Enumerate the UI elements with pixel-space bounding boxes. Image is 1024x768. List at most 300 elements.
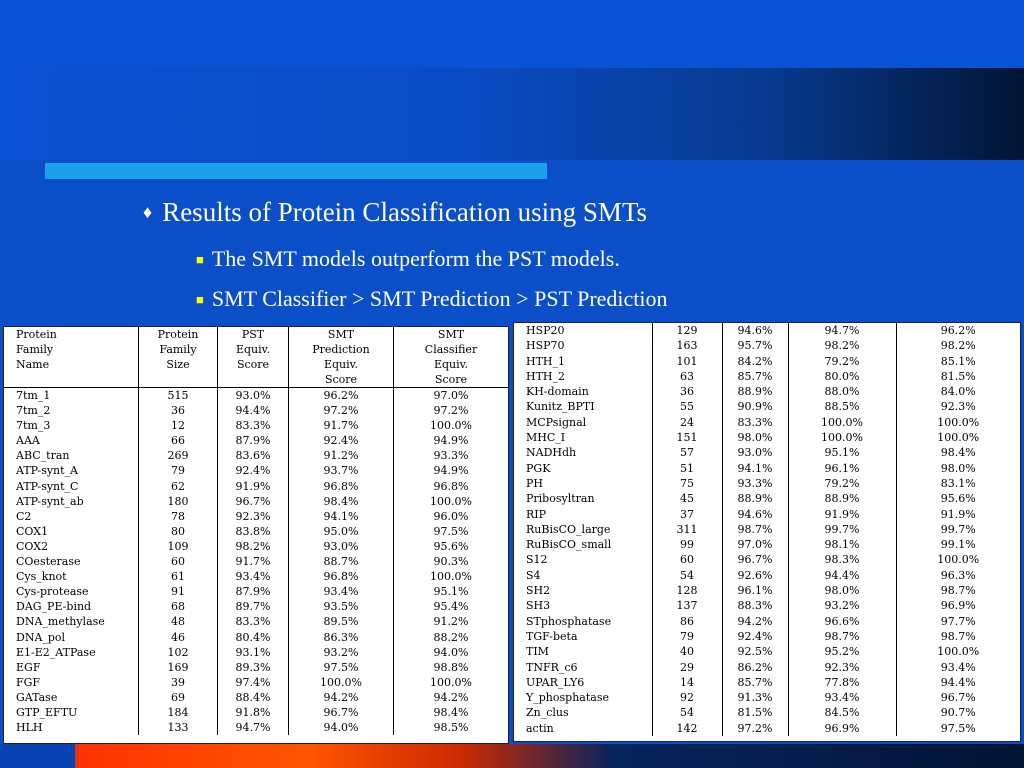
value-cell: 96.2% [289,388,394,404]
value-cell: 84.0% [940,385,976,399]
value-cell: 63 [652,369,722,384]
family-name-cell: FGF [4,675,139,690]
value-cell: 91.2% [289,448,394,463]
value-cell: 96.1% [788,461,896,476]
value-cell: 45 [652,491,722,506]
value-cell: 90.9% [722,399,788,414]
family-name-cell: TIM [514,644,652,659]
header-line: Classifier [424,343,478,356]
table-row [4,524,508,539]
family-name-cell: ABC_tran [4,448,139,463]
main-bullet [143,197,647,228]
family-name-cell: Kunitz_BPTI [514,399,652,414]
value-cell: 95.4% [433,600,469,614]
value-cell: 96.8% [289,569,394,584]
value-cell: 93.0% [218,388,289,404]
header-band-upper [0,0,1024,68]
value-cell: 36 [652,384,722,399]
table-row [4,720,508,735]
sub-bullet-1 [196,246,620,272]
accent-bar [45,163,547,179]
value-cell: 86.2% [722,660,788,675]
family-name-cell: SH3 [514,598,652,613]
value-cell: 94.2% [289,690,394,705]
value-cell: 95.6% [433,539,469,553]
table-row [514,583,1020,598]
value-cell: 94.7% [788,323,896,338]
value-cell: 66 [139,433,218,448]
value-cell: 83.3% [218,418,289,433]
table-row [4,660,508,675]
header-line: Score [324,373,358,386]
value-cell: 98.2% [218,539,289,554]
value-cell: 83.1% [940,476,976,490]
value-cell: 88.0% [788,384,896,399]
value-cell: 97.2% [433,404,469,418]
square-bullet-icon: ■ [196,252,204,267]
value-cell: 137 [652,598,722,613]
value-cell: 93.2% [788,598,896,613]
table-row [514,552,1020,567]
value-cell: 96.8% [289,479,394,494]
value-cell: 95.6% [940,492,976,506]
family-name-cell: S4 [514,568,652,583]
value-cell: 91.3% [722,690,788,705]
table-row [514,354,1020,369]
family-name-cell: MCPsignal [514,415,652,430]
table-row [514,660,1020,675]
value-cell: 61 [139,569,218,584]
table-row [514,705,1020,720]
table-row [514,323,1020,338]
value-cell: 79.2% [788,354,896,369]
table-row [514,690,1020,705]
value-cell: 12 [139,418,218,433]
value-cell: 55 [652,399,722,414]
value-cell: 98.5% [433,721,469,735]
value-cell: 94.2% [722,614,788,629]
value-cell: 91.9% [940,507,976,521]
value-cell: 91 [139,584,218,599]
value-cell: 92.3% [788,660,896,675]
header-line: Protein [157,328,199,341]
col-header-name [4,327,139,388]
table-row [514,399,1020,414]
table-row [4,705,508,720]
value-cell: 100.0% [937,431,980,445]
family-name-cell: 7tm_1 [4,388,139,404]
value-cell: 85.1% [940,354,976,368]
value-cell: 69 [139,690,218,705]
value-cell: 93.5% [289,599,394,614]
family-name-cell: S12 [514,552,652,567]
value-cell: 87.9% [218,584,289,599]
value-cell: 97.0% [722,537,788,552]
family-name-cell: PGK [514,461,652,476]
family-name-cell: ATP-synt_C [4,479,139,494]
value-cell: 100.0% [289,675,394,690]
table-row [4,509,508,524]
family-name-cell: 7tm_2 [4,403,139,418]
family-name-cell: GATase [4,690,139,705]
value-cell: 88.9% [788,491,896,506]
sub-bullet-text: The SMT models outperform the PST models. [211,246,620,271]
value-cell: 85.7% [722,675,788,690]
value-cell: 94.6% [722,323,788,338]
table-row [4,403,508,418]
value-cell: 93.4% [788,690,896,705]
value-cell: 84.2% [722,354,788,369]
table-header-row [4,327,508,388]
value-cell: 93.3% [433,449,469,463]
family-name-cell: DNA_pol [4,630,139,645]
family-name-cell: RuBisCO_small [514,537,652,552]
value-cell: 94.7% [218,720,289,735]
value-cell: 91.9% [788,507,896,522]
table-row [4,463,508,478]
value-cell: 89.5% [289,614,394,629]
value-cell: 311 [652,522,722,537]
value-cell: 97.5% [433,524,469,538]
table-row [514,445,1020,460]
value-cell: 92.4% [289,433,394,448]
table-row [4,690,508,705]
value-cell: 92.5% [722,644,788,659]
value-cell: 99.1% [940,538,976,552]
family-name-cell: KH-domain [514,384,652,399]
header-line: Equiv. [323,358,359,371]
value-cell: 96.6% [788,614,896,629]
value-cell: 88.5% [788,399,896,414]
value-cell: 88.3% [722,598,788,613]
value-cell: 97.4% [218,675,289,690]
table-row [514,644,1020,659]
table-row [514,338,1020,353]
value-cell: 96.7% [218,494,289,509]
value-cell: 96.8% [433,479,469,493]
main-bullet-text: Results of Protein Classification using SMTs [162,197,648,227]
value-cell: 99.7% [788,522,896,537]
value-cell: 96.7% [940,691,976,705]
value-cell: 92.4% [722,629,788,644]
table-row [514,415,1020,430]
table-row [4,388,508,404]
value-cell: 98.7% [940,584,976,598]
value-cell: 100.0% [430,494,472,508]
value-cell: 93.0% [289,539,394,554]
value-cell: 128 [652,583,722,598]
header-line: Score [236,358,270,371]
value-cell: 81.5% [940,369,976,383]
header-line: SMT [327,328,355,341]
value-cell: 40 [652,644,722,659]
value-cell: 79 [139,463,218,478]
value-cell: 92.3% [218,509,289,524]
value-cell: 269 [139,448,218,463]
family-name-cell: actin [514,721,652,736]
value-cell: 96.9% [940,599,976,613]
value-cell: 83.3% [218,614,289,629]
value-cell: 89.7% [218,599,289,614]
value-cell: 96.1% [722,583,788,598]
value-cell: 97.5% [289,660,394,675]
value-cell: 98.8% [433,660,469,674]
family-name-cell: UPAR_LY6 [514,675,652,690]
value-cell: 79.2% [788,476,896,491]
value-cell: 169 [139,660,218,675]
value-cell: 62 [139,479,218,494]
table-row [514,522,1020,537]
value-cell: 97.2% [289,403,394,418]
value-cell: 96.0% [433,509,469,523]
value-cell: 48 [139,614,218,629]
diamond-bullet-icon: ♦ [143,202,153,222]
value-cell: 75 [652,476,722,491]
family-name-cell: MHC_I [514,430,652,445]
value-cell: 90.3% [433,555,469,569]
value-cell: 91.7% [289,418,394,433]
value-cell: 80 [139,524,218,539]
value-cell: 100.0% [430,675,472,689]
family-name-cell: 7tm_3 [4,418,139,433]
value-cell: 60 [652,552,722,567]
value-cell: 102 [139,645,218,660]
value-cell: 24 [652,415,722,430]
value-cell: 93.1% [218,645,289,660]
table-row [4,675,508,690]
col-header-smt-prediction [289,327,394,388]
value-cell: 98.4% [940,446,976,460]
value-cell: 36 [139,403,218,418]
header-line: Prediction [312,343,370,356]
value-cell: 98.7% [940,629,976,643]
value-cell: 81.5% [722,705,788,720]
value-cell: 129 [652,323,722,338]
family-name-cell: RuBisCO_large [514,522,652,537]
table-row [4,433,508,448]
value-cell: 89.3% [218,660,289,675]
value-cell: 77.8% [788,675,896,690]
value-cell: 133 [139,720,218,735]
table-row [4,418,508,433]
value-cell: 94.9% [433,434,469,448]
value-cell: 79 [652,629,722,644]
results-table-left [3,326,509,744]
value-cell: 92.3% [940,400,976,414]
value-cell: 92.6% [722,568,788,583]
results-table-right [513,322,1021,742]
family-name-cell: TNFR_c6 [514,660,652,675]
family-name-cell: Cys-protease [4,584,139,599]
value-cell: 78 [139,509,218,524]
value-cell: 98.4% [433,705,469,719]
value-cell: 88.9% [722,384,788,399]
col-header-pst [218,327,289,388]
value-cell: 68 [139,599,218,614]
header-line: Family [159,343,197,356]
value-cell: 93.4% [218,569,289,584]
value-cell: 92.4% [218,463,289,478]
table-row [514,461,1020,476]
family-name-cell: RIP [514,507,652,522]
table-row [4,554,508,569]
value-cell: 88.7% [289,554,394,569]
family-name-cell: GTP_EFTU [4,705,139,720]
value-cell: 100.0% [788,415,896,430]
value-cell: 85.7% [722,369,788,384]
value-cell: 94.0% [433,645,469,659]
value-cell: 98.0% [940,461,976,475]
family-name-cell: HTH_1 [514,354,652,369]
table-row [4,539,508,554]
footer-bar [0,744,1024,768]
family-name-cell: HSP20 [514,323,652,338]
value-cell: 95.7% [722,338,788,353]
value-cell: 100.0% [937,645,980,659]
family-name-cell: DAG_PE-bind [4,599,139,614]
family-name-cell: COX2 [4,539,139,554]
family-name-cell: NADHdh [514,445,652,460]
table-row [514,384,1020,399]
table-row [4,614,508,629]
value-cell: 98.2% [788,338,896,353]
family-name-cell: COX1 [4,524,139,539]
header-line: Family [16,343,54,356]
value-cell: 87.9% [218,433,289,448]
table-row [514,491,1020,506]
value-cell: 100.0% [430,419,472,433]
table-row [514,476,1020,491]
value-cell: 51 [652,461,722,476]
value-cell: 98.3% [788,552,896,567]
value-cell: 80.0% [788,369,896,384]
value-cell: 97.0% [433,389,469,402]
value-cell: 93.4% [940,660,976,674]
family-name-cell: HLH [4,720,139,735]
value-cell: 83.8% [218,524,289,539]
value-cell: 515 [139,388,218,404]
value-cell: 94.4% [940,675,976,689]
value-cell: 98.0% [788,583,896,598]
value-cell: 14 [652,675,722,690]
value-cell: 99.7% [940,522,976,536]
header-line: Name [16,358,50,371]
family-name-cell: ATP-synt_A [4,463,139,478]
table-row [514,369,1020,384]
value-cell: 91.2% [433,615,469,629]
family-name-cell: PH [514,476,652,491]
value-cell: 90.7% [940,706,976,720]
header-line: Score [434,373,468,386]
value-cell: 98.7% [788,629,896,644]
value-cell: 93.4% [289,584,394,599]
value-cell: 100.0% [430,570,472,584]
value-cell: 86 [652,614,722,629]
family-name-cell: SH2 [514,583,652,598]
table-row [4,645,508,660]
value-cell: 100.0% [937,553,980,567]
col-header-size [139,327,218,388]
family-name-cell: TGF-beta [514,629,652,644]
family-name-cell: E1-E2_ATPase [4,645,139,660]
value-cell: 98.4% [289,494,394,509]
table-row [514,537,1020,552]
value-cell: 94.1% [722,461,788,476]
table-row [514,614,1020,629]
value-cell: 97.5% [940,721,976,735]
table-row [514,721,1020,736]
value-cell: 95.0% [289,524,394,539]
table-row [514,598,1020,613]
value-cell: 94.4% [788,568,896,583]
col-header-smt-classifier [394,327,509,388]
value-cell: 93.3% [722,476,788,491]
value-cell: 151 [652,430,722,445]
sub-bullet-2 [196,286,668,312]
value-cell: 37 [652,507,722,522]
value-cell: 93.0% [722,445,788,460]
value-cell: 54 [652,705,722,720]
family-name-cell: Cys_knot [4,569,139,584]
value-cell: 88.4% [218,690,289,705]
value-cell: 184 [139,705,218,720]
header-line: Size [166,358,190,371]
family-name-cell: COesterase [4,554,139,569]
value-cell: 97.2% [722,721,788,736]
table-row [4,599,508,614]
value-cell: 94.1% [289,509,394,524]
header-line: Equiv. [433,358,469,371]
value-cell: 91.9% [218,479,289,494]
value-cell: 94.6% [722,507,788,522]
value-cell: 84.5% [788,705,896,720]
family-name-cell: C2 [4,509,139,524]
value-cell: 60 [139,554,218,569]
family-name-cell: AAA [4,433,139,448]
header-line: Equiv. [235,343,271,356]
value-cell: 98.2% [940,339,976,353]
header-line: PST [241,328,265,341]
value-cell: 96.2% [940,324,976,337]
value-cell: 98.1% [788,537,896,552]
table-row [514,675,1020,690]
header-line: Protein [16,328,57,341]
family-name-cell: ATP-synt_ab [4,494,139,509]
value-cell: 80.4% [218,630,289,645]
value-cell: 99 [652,537,722,552]
value-cell: 54 [652,568,722,583]
value-cell: 95.1% [433,585,469,599]
value-cell: 93.7% [289,463,394,478]
sub-bullet-text: SMT Classifier > SMT Prediction > PST Prediction [211,286,668,311]
table-row [514,629,1020,644]
table-row [4,494,508,509]
value-cell: 46 [139,630,218,645]
value-cell: 101 [652,354,722,369]
square-bullet-icon: ■ [196,292,204,307]
value-cell: 180 [139,494,218,509]
header-line: SMT [437,328,465,341]
value-cell: 100.0% [937,415,980,429]
value-cell: 95.2% [788,644,896,659]
family-name-cell: STphosphatase [514,614,652,629]
family-name-cell: Zn_clus [514,705,652,720]
value-cell: 29 [652,660,722,675]
value-cell: 98.0% [722,430,788,445]
value-cell: 88.9% [722,491,788,506]
value-cell: 39 [139,675,218,690]
family-name-cell: Pribosyltran [514,491,652,506]
